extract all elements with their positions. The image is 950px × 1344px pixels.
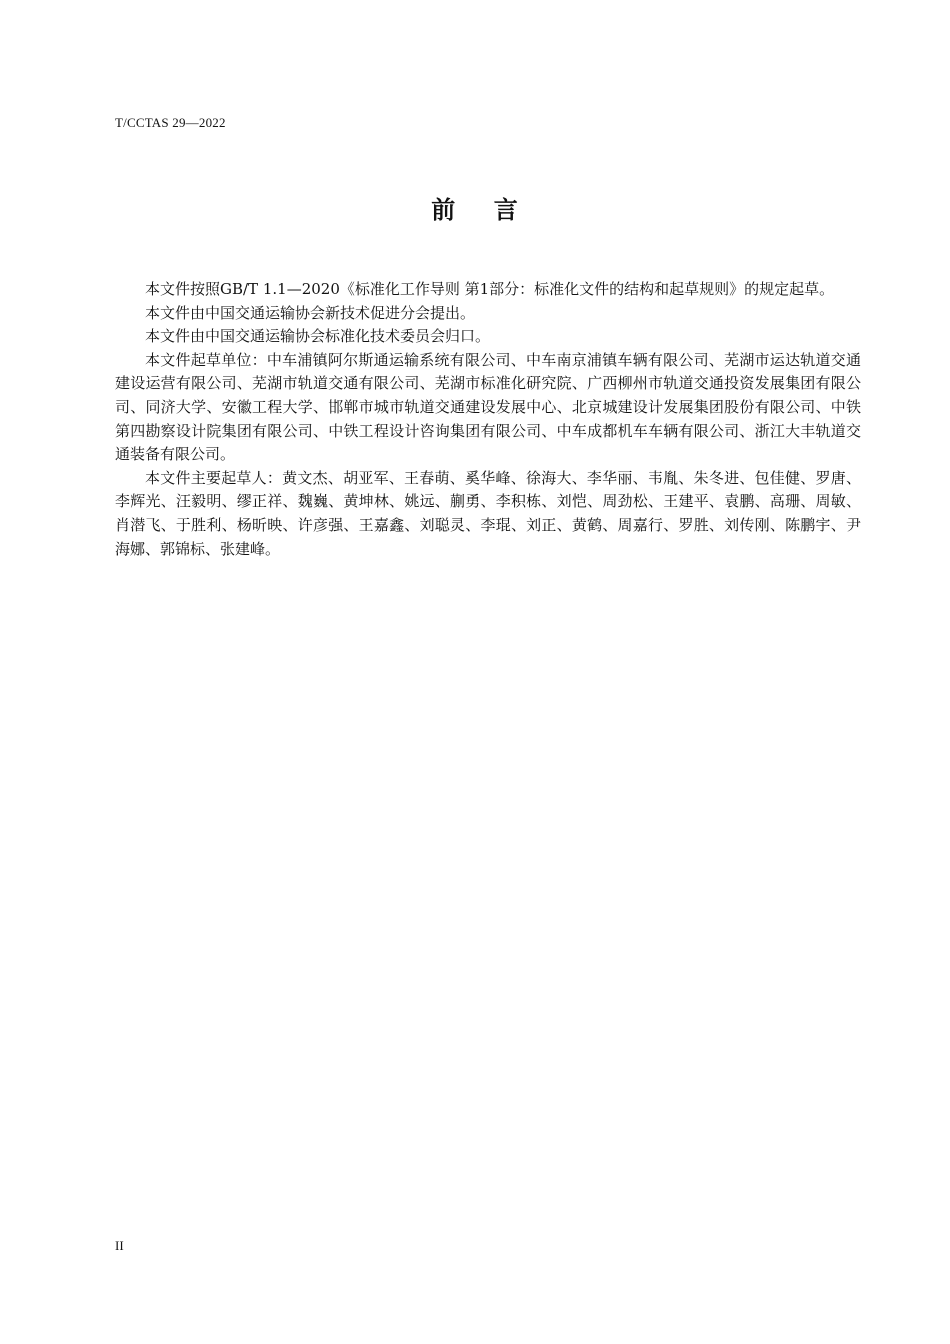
paragraph-drafting-rules: 本文件按照GB/T 1.1—2020《标准化工作导则 第1部分：标准化文件的结构和起草规则》的规定起草。 xyxy=(145,280,835,298)
foreword-body xyxy=(115,278,861,561)
paragraph-under-jurisdiction: 本文件由中国交通运输协会标准化技术委员会归口。 xyxy=(145,327,491,346)
paragraph-drafting-units: 本文件起草单位：中车浦镇阿尔斯通运输系统有限公司、中车南京浦镇车辆有限公司、芜湖市运达轨道交通建设运营有限公司、芜湖市轨道交通有限公司、芜湖市标准化研究院、广西柳州市轨道交通投资发展集团有限公司、同济大学、安徽工程大学、邯郸市城市轨道交通建设发展中心、北京城建设计发展集团股份有限公司、中铁第四勘察设计院集团有限公司、中铁工程设计咨询集团有限公司、中车成都机车车辆有限公司、浙江大丰轨道交通装备有限公司。 xyxy=(115,350,861,464)
page-title: 前 言 xyxy=(431,196,519,224)
document-code: T/CCTAS 29—2022 xyxy=(115,115,226,130)
page-number: II xyxy=(115,1238,124,1253)
paragraph-main-drafters: 本文件主要起草人：黄文杰、胡亚军、王春萌、奚华峰、徐海大、李华丽、韦胤、朱冬进、包佳健、罗唐、李辉光、汪毅明、缪正祥、魏巍、黄坤林、姚远、蒯勇、李积栋、刘恺、周劲松、王建平、袁鹏、高珊、周敏、肖潜飞、于胜利、杨昕映、许彦强、王嘉鑫、刘聪灵、李琨、刘正、黄鹤、周嘉行、罗胜、刘传刚、陈鹏宇、尹海娜、郭锦标、张建峰。 xyxy=(115,468,861,558)
paragraph-proposed-by: 本文件由中国交通运输协会新技术促进分会提出。 xyxy=(145,303,476,322)
